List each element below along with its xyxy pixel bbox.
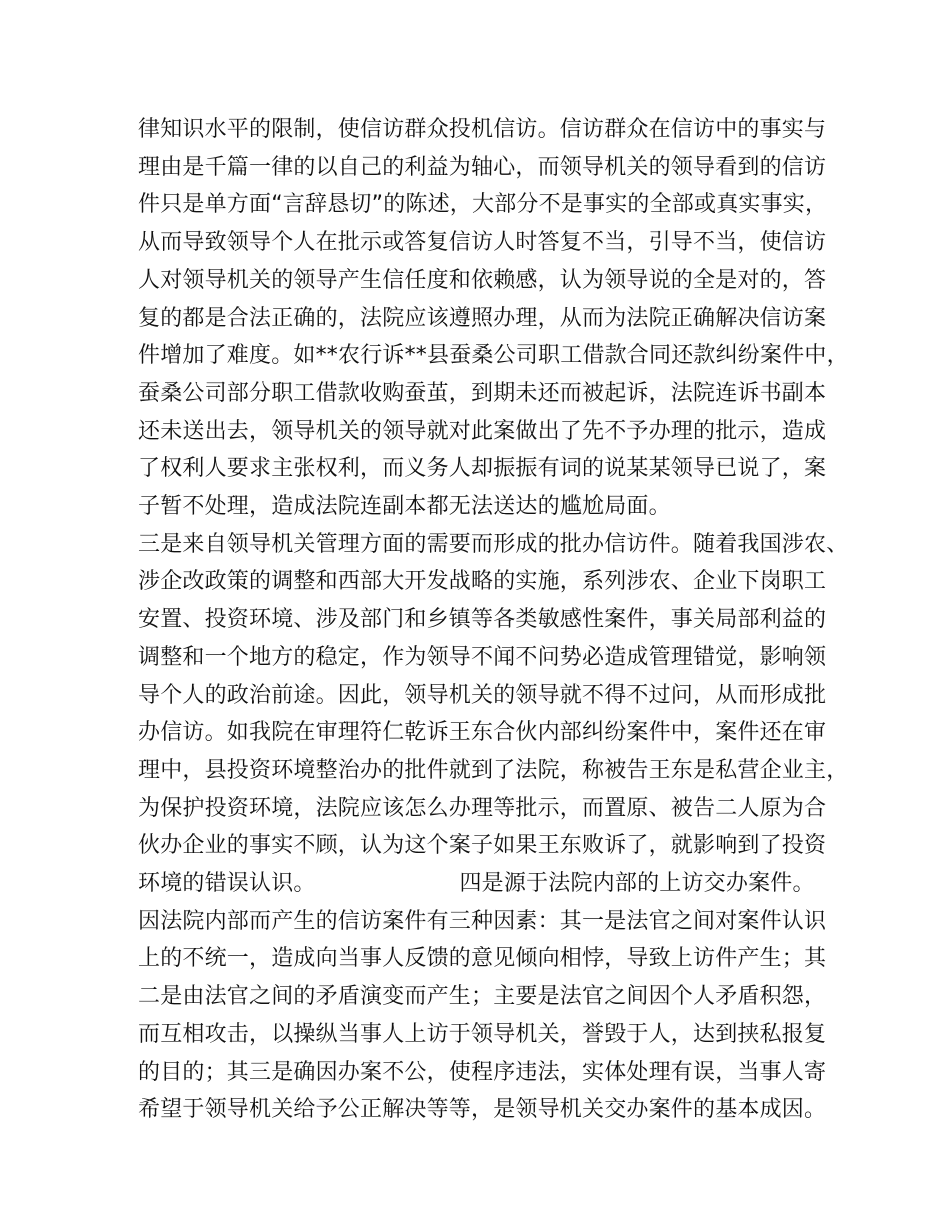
text-line: 蚕桑公司部分职工借款收购蚕茧，到期未还而被起诉，法院连诉书副本 xyxy=(138,380,827,406)
text-line: 件增加了难度。如**农行诉**县蚕桑公司职工借款合同还款纠纷案件中， xyxy=(138,343,849,369)
text-line: 理由是千篇一律的以自己的利益为轴心，而领导机关的领导看到的信访 xyxy=(138,154,827,180)
text-line: 子暂不处理，造成法院连副本都无法送达的尴尬局面。 xyxy=(138,494,671,520)
text-line: 的目的；其三是确因办案不公，使程序违法，实体处理有误，当事人寄 xyxy=(138,1059,827,1085)
text-line: 伙办企业的事实不顾，认为这个案子如果王东败诉了，就影响到了投资 xyxy=(138,833,827,859)
text-line: 三是来自领导机关管理方面的需要而形成的批办信访件。随着我国涉农、 xyxy=(138,531,849,557)
text-line: 上的不统一，造成向当事人反馈的意见倾向相悖，导致上访件产生；其 xyxy=(138,946,827,972)
text-line: 二是由法官之间的矛盾演变而产生；主要是法官之间因个人矛盾积怨， xyxy=(138,984,827,1010)
text-line: 涉企改政策的调整和西部大开发战略的实施，系列涉农、企业下岗职工 xyxy=(138,569,827,595)
text-line: 因法院内部而产生的信访案件有三种因素：其一是法官之间对案件认识 xyxy=(138,908,827,934)
text-line: 了权利人要求主张权利，而义务人却振振有词的说某某领导已说了，案 xyxy=(138,456,827,482)
text-line: 件只是单方面“言辞恳切”的陈述，大部分不是事实的全部或真实事实， xyxy=(138,192,828,218)
text-line: 为保护投资环境，法院应该怎么办理等批示，而置原、被告二人原为合 xyxy=(138,795,827,821)
text-line: 复的都是合法正确的，法院应该遵照办理，从而为法院正确解决信访案 xyxy=(138,305,827,331)
text-line: 导个人的政治前途。因此，领导机关的领导就不得不过问，从而形成批 xyxy=(138,682,827,708)
text-line: 而互相攻击，以操纵当事人上访于领导机关，誉毁于人，达到挟私报复 xyxy=(138,1021,827,1047)
text-line: 环境的错误认识。 四是源于法院内部的上访交办案件。 xyxy=(138,871,815,897)
text-line: 办信访。如我院在审理符仁乾诉王东合伙内部纠纷案件中，案件还在审 xyxy=(138,720,827,746)
text-line: 还未送出去，领导机关的领导就对此案做出了先不予办理的批示，造成 xyxy=(138,418,827,444)
body-text xyxy=(138,111,849,1129)
text-line: 律知识水平的限制，使信访群众投机信访。信访群众在信访中的事实与 xyxy=(138,117,827,142)
text-line: 希望于领导机关给予公正解决等等，是领导机关交办案件的基本成因。 xyxy=(138,1097,827,1123)
text-line: 安置、投资环境、涉及部门和乡镇等各类敏感性案件，事关局部利益的 xyxy=(138,607,827,633)
text-line: 理中，县投资环境整治办的批件就到了法院，称被告王东是私营企业主， xyxy=(138,757,849,783)
text-line: 从而导致领导个人在批示或答复信访人时答复不当，引导不当，使信访 xyxy=(138,230,827,256)
text-line: 调整和一个地方的稳定，作为领导不闻不问势必造成管理错觉，影响领 xyxy=(138,644,827,670)
text-line: 人对领导机关的领导产生信任度和依赖感，认为领导说的全是对的，答 xyxy=(138,267,827,293)
